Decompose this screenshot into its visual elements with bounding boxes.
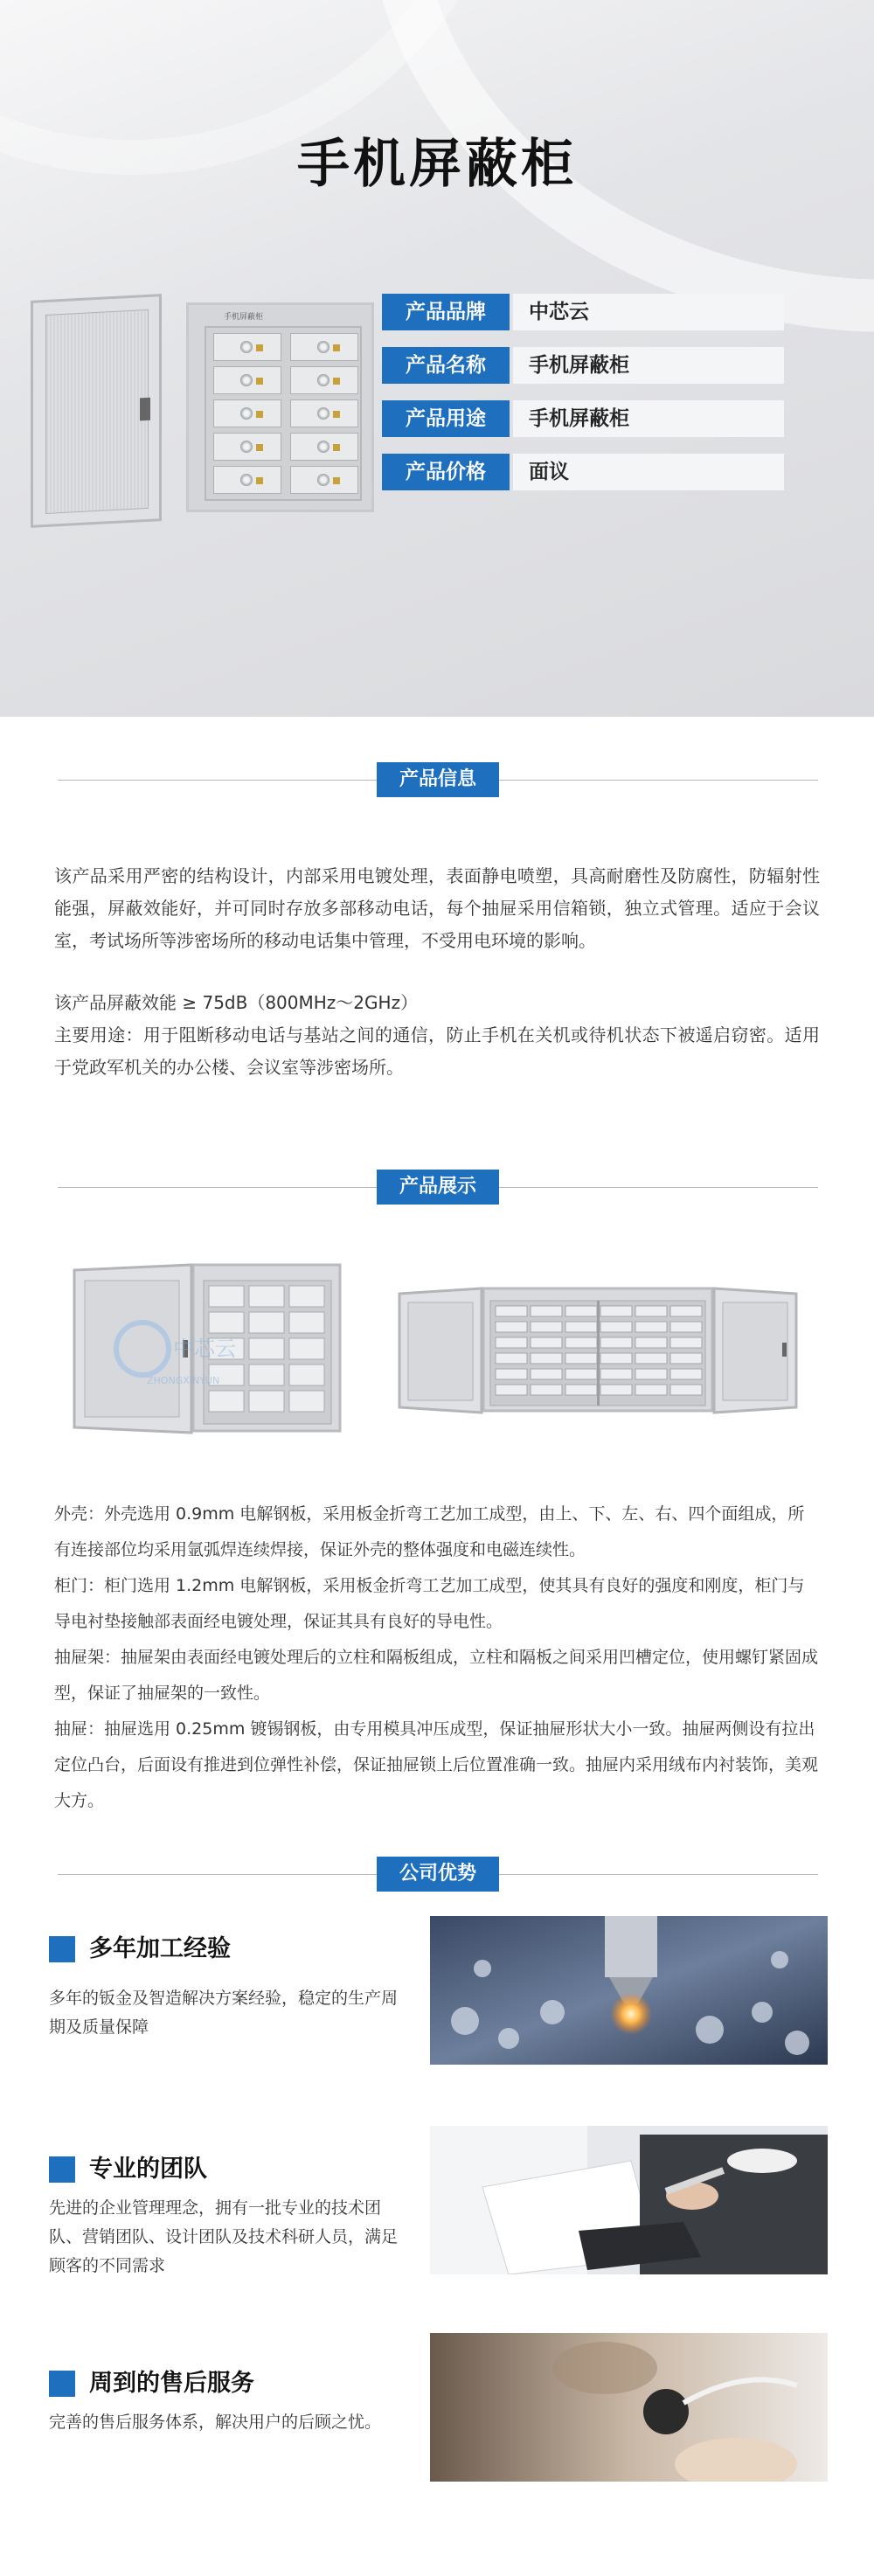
advantage-title-text: 专业的团队 [89, 2156, 207, 2183]
door-handle-icon [140, 398, 150, 421]
section-heading-showcase [58, 1170, 818, 1205]
watermark-text: 中芯云 [173, 1337, 236, 1361]
cabinet-door [31, 294, 162, 528]
advantage-item-service [0, 2366, 874, 2576]
spec-row-name [382, 347, 784, 384]
section-heading-info [58, 762, 818, 797]
detail-paragraph-door: 柜门：柜门选用 1.2mm 电解钢板，采用板金折弯工艺加工成型，使其具有良好的强度和刚度，柜门与导电衬垫接触部表面经电镀处理，保证其具有良好的导电性。 [54, 1576, 805, 1631]
watermark-text-en: ZHONGXINYUN [147, 1375, 220, 1386]
advantage-text: 先进的企业管理理念，拥有一批专业的技术团队、营销团队、设计团队及技术科研人员，满足顾客的不同需求 [49, 2198, 399, 2275]
square-bullet-icon [49, 2371, 75, 2397]
drawer [213, 466, 281, 494]
laser-cutting-image [430, 1916, 828, 2065]
drawer [290, 433, 358, 461]
detail-paragraph-drawer-rack: 抽屉架：抽屉架由表面经电镀处理后的立柱和隔板组成，立柱和隔板之间采用凹槽定位，使用螺钉紧固成型，保证了抽屉架的一致性。 [54, 1648, 819, 1703]
section-heading-advantages [58, 1857, 818, 1892]
advantage-title-text: 周到的售后服务 [89, 2370, 254, 2397]
section-tag: 产品展示 [377, 1170, 499, 1205]
product-details [54, 1496, 820, 1819]
spec-value: 手机屏蔽柜 [513, 347, 784, 384]
drawer [213, 399, 281, 427]
cabinet-interior [205, 326, 362, 501]
advantage-text: 多年的钣金及智造解决方案经验，稳定的生产周期及质量保障 [49, 1989, 399, 2037]
advantage-title-text: 多年加工经验 [89, 1935, 231, 1962]
product-info-text [54, 860, 820, 1084]
info-paragraph: 该产品采用严密的结构设计，内部采用电镀处理，表面静电喷塑，具高耐磨性及防腐性，防辐射性能强，屏蔽效能好，并可同时存放多部移动电话，每个抽屉采用信箱锁，独立式管理。适应于会议室，考试场所等涉密场所的移动电话集中管理，不受用电环境的影响。 [54, 865, 820, 951]
spec-table [382, 294, 784, 507]
showcase-image-double-door [398, 1285, 800, 1416]
spec-row-price [382, 454, 784, 490]
product-image-cabinet [31, 297, 354, 533]
square-bullet-icon [49, 2156, 75, 2183]
hero-banner [0, 0, 874, 717]
spec-row-usage [382, 400, 784, 437]
spec-key: 产品品牌 [382, 294, 510, 330]
team-meeting-image [430, 2126, 828, 2274]
detail-paragraph-drawer: 抽屉：抽屉选用 0.25mm 镀锡钢板，由专用模具冲压成型，保证抽屉形状大小一致。抽屉两侧设有拉出定位凸台，后面设有推进到位弹性补偿，保证抽屉锁上后位置准确一致。抽屉内采用绒布内衬装饰，美观大方。 [54, 1719, 819, 1810]
info-paragraph: 主要用途：用于阻断移动电话与基站之间的通信，防止手机在关机或待机状态下被遥启窃密。适用于党政军机关的办公楼、会议室等涉密场所。 [54, 1024, 820, 1078]
advantage-title [49, 2366, 254, 2401]
square-bullet-icon [49, 1936, 75, 1962]
cabinet-body [186, 302, 374, 512]
spec-row-brand [382, 294, 784, 330]
advantage-text: 完善的售后服务体系，解决用户的后顾之忧。 [49, 2413, 382, 2432]
advantage-item-experience [0, 1932, 874, 2142]
drawer [290, 333, 358, 361]
customer-service-image [430, 2333, 828, 2482]
drawer [290, 399, 358, 427]
detail-paragraph-shell: 外壳：外壳选用 0.9mm 电解钢板，采用板金折弯工艺加工成型，由上、下、左、右、四个面组成，所有连接部位均采用氩弧焊连续焊接，保证外壳的整体强度和电磁连续性。 [54, 1504, 805, 1559]
info-paragraph: 该产品屏蔽效能 ≥ 75dB（800MHz～2GHz） [54, 992, 419, 1013]
spec-value: 中芯云 [513, 294, 784, 330]
drawer [290, 466, 358, 494]
advantage-item-team [0, 2152, 874, 2362]
section-tag: 产品信息 [377, 762, 499, 797]
advantage-title [49, 2152, 207, 2187]
advantage-title [49, 1932, 231, 1967]
drawer [290, 366, 358, 394]
spec-key: 产品名称 [382, 347, 510, 384]
spec-value: 手机屏蔽柜 [513, 400, 784, 437]
drawer [213, 366, 281, 394]
spec-key: 产品用途 [382, 400, 510, 437]
spec-key: 产品价格 [382, 454, 510, 490]
page-title: 手机屏蔽柜 [297, 134, 577, 195]
cabinet-label: 手机屏蔽柜 [224, 313, 264, 322]
drawer [213, 333, 281, 361]
section-tag: 公司优势 [377, 1857, 499, 1892]
drawer [213, 433, 281, 461]
spec-value: 面议 [513, 454, 784, 490]
showcase-image-single-door [73, 1261, 343, 1436]
